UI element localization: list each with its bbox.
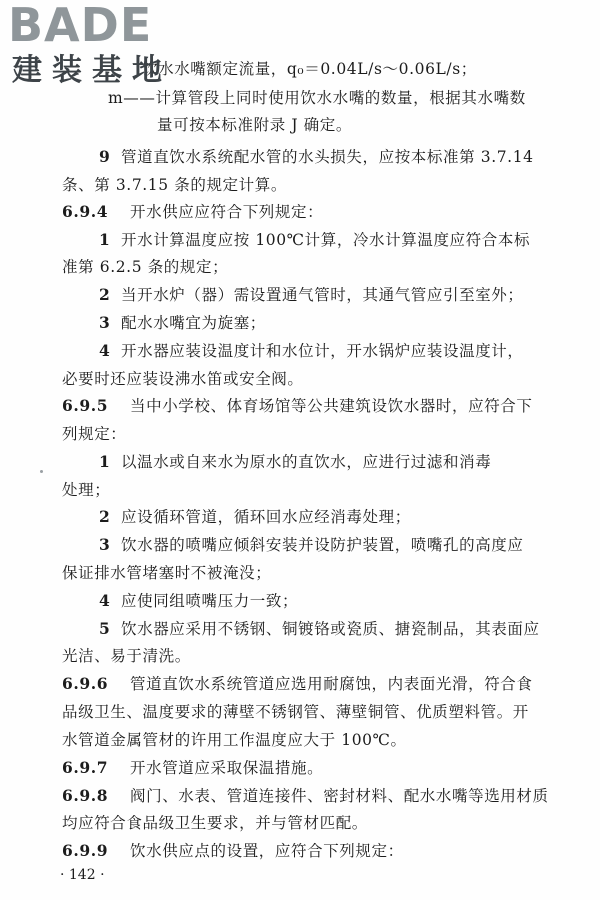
text-line	[62, 702, 529, 722]
line-text: 均应符合食品级卫生要求，并与管材匹配。	[62, 814, 368, 832]
section-heading	[62, 786, 549, 806]
text-line	[62, 369, 304, 389]
line-text: 量可按本标准附录 J 确定。	[157, 116, 352, 134]
item-number: 2	[99, 285, 111, 304]
line-text: 管道直饮水系统管道应选用耐腐蚀，内表面光滑，符合食	[130, 675, 533, 693]
item-number: 3	[99, 535, 111, 554]
section-number: 6.9.8	[62, 786, 109, 805]
page-number: · 142 ·	[60, 867, 105, 883]
line-text: 当开水炉（器）需设置通气管时，其通气管应引至室外；	[121, 286, 524, 304]
section-heading	[62, 674, 533, 694]
text-line	[62, 175, 287, 195]
section-heading	[62, 396, 533, 416]
line-text: 光洁、易于清洗。	[62, 647, 191, 665]
item-number: 3	[99, 313, 111, 332]
line-text: 应设循环管道，循环回水应经消毒处理；	[121, 508, 411, 526]
line-text: 开水器应装设温度计和水位计，开水锅炉应装设温度计，	[121, 342, 524, 360]
line-text: 开水供应应符合下列规定：	[130, 203, 324, 221]
line-text: 饮水供应点的设置，应符合下列规定：	[130, 842, 404, 860]
line-text: 管道直饮水系统配水管的水头损失，应按本标准第 3.7.14	[121, 148, 534, 166]
section-heading	[62, 758, 323, 778]
watermark-latin: BADE	[8, 0, 153, 52]
item-number: 2	[99, 507, 111, 526]
line-text: 条、第 3.7.15 条的规定计算。	[62, 176, 287, 194]
line-text: 必要时还应装设沸水笛或安全阀。	[62, 370, 304, 388]
text-line	[99, 591, 298, 611]
text-line	[99, 452, 491, 472]
line-text: 品级卫生、温度要求的薄壁不锈钢管、薄壁铜管、优质塑料管。开	[62, 703, 529, 721]
line-text: 以温水或自来水为原水的直饮水，应进行过滤和消毒	[121, 453, 492, 471]
item-number: 1	[99, 230, 111, 249]
line-text: 阀门、水表、管道连接件、密封材料、配水水嘴等选用材质	[130, 787, 549, 805]
line-text: 准第 6.2.5 条的规定；	[62, 258, 229, 276]
item-number: 9	[99, 147, 111, 166]
line-text: 开水计算温度应按 100℃计算，冷水计算温度应符合本标	[121, 231, 531, 249]
text-line	[99, 341, 524, 361]
line-text: 保证排水管堵塞时不被淹没；	[62, 564, 272, 582]
item-number: 4	[99, 341, 111, 360]
line-text: 列规定：	[62, 425, 127, 443]
line-text: 饮水器的喷嘴应倾斜安装并设防护装置，喷嘴孔的高度应	[121, 536, 524, 554]
text-line	[99, 507, 411, 527]
text-line	[99, 230, 530, 250]
watermark-cjk: 建装基地	[12, 53, 172, 88]
item-number: 1	[99, 452, 111, 471]
text-line	[62, 563, 271, 583]
section-number: 6.9.7	[62, 758, 109, 777]
line-text: 处理；	[62, 481, 111, 499]
text-line	[99, 313, 266, 333]
text-line	[62, 646, 191, 666]
line-text: 开水管道应采取保温措施。	[130, 759, 324, 777]
line-text: 配水水嘴宜为旋塞；	[121, 314, 266, 332]
section-number: 6.9.9	[62, 841, 109, 860]
text-line	[62, 424, 126, 444]
line-text: m——计算管段上同时使用饮水水嘴的数量，根据其水嘴数	[108, 89, 526, 107]
text-line	[99, 619, 540, 639]
line-text: 水管道金属管材的许用工作温度应大于 100℃。	[62, 731, 407, 749]
section-heading	[62, 202, 323, 222]
text-line	[62, 257, 228, 277]
section-number: 6.9.5	[62, 396, 109, 415]
item-number: 5	[99, 619, 111, 638]
section-heading	[62, 841, 404, 861]
line-text: 饮水水嘴额定流量，q₀＝0.04L/s～0.06L/s；	[142, 60, 477, 78]
line-text: 饮水器应采用不锈钢、铜镀铬或瓷质、搪瓷制品，其表面应	[121, 620, 540, 638]
item-number: 4	[99, 591, 111, 610]
text-line	[62, 480, 110, 500]
line-text: 应使同组喷嘴压力一致；	[121, 592, 299, 610]
text-line	[62, 730, 407, 750]
line-text: 当中小学校、体育场馆等公共建筑设饮水器时，应符合下	[130, 397, 533, 415]
text-line	[157, 115, 352, 135]
text-line	[99, 535, 524, 555]
text-line	[99, 147, 534, 167]
text-line	[62, 813, 368, 833]
text-line	[99, 285, 524, 305]
scan-speck	[40, 470, 43, 473]
section-number: 6.9.6	[62, 674, 109, 693]
watermark-logo	[4, 2, 204, 98]
section-number: 6.9.4	[62, 202, 109, 221]
